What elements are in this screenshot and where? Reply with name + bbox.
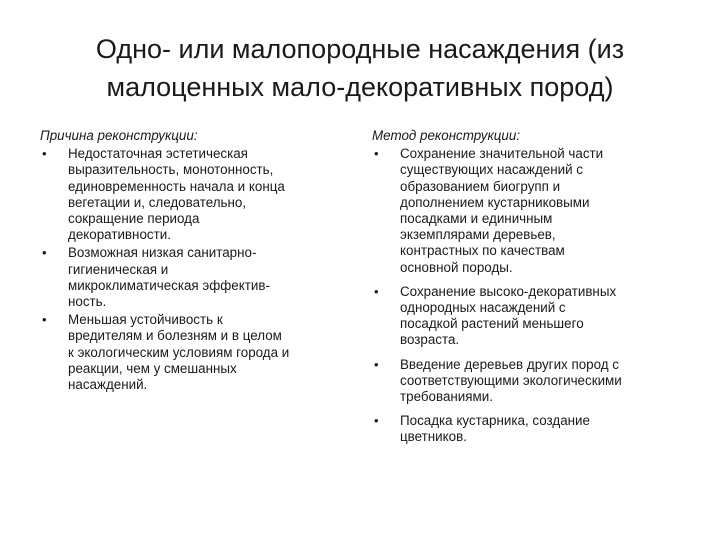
item-line: Меньшая устойчивость к: [68, 312, 223, 328]
list-item: [372, 284, 690, 349]
bullet-icon: •: [42, 312, 47, 328]
item-line: вегетации и, следовательно,: [68, 194, 247, 210]
reason-column: [40, 128, 358, 395]
item-line: гигиеническая и: [68, 261, 169, 277]
item-line: требованиями.: [400, 389, 493, 405]
item-line: микроклиматическая эффектив-: [68, 277, 270, 293]
item-line: Посадка кустарника, создание: [400, 413, 590, 429]
item-line: Введение деревьев других пород с: [400, 356, 619, 372]
reason-list: [40, 146, 358, 393]
item-line: посадкой растений меньшего: [400, 316, 584, 332]
item-line: однородных насаждений с: [400, 300, 566, 316]
list-item: [372, 146, 690, 276]
item-line: существующих насаждений с: [400, 162, 583, 178]
list-item: [372, 413, 690, 445]
item-line: реакции, чем у смешанных: [68, 360, 237, 376]
item-line: сокращение периода: [68, 211, 200, 227]
item-line: Возможная низкая санитарно-: [68, 245, 257, 261]
method-column: [372, 128, 690, 448]
reason-heading: Причина реконструкции:: [40, 128, 198, 143]
title-line: малоценных мало-декоративных пород): [106, 72, 614, 102]
item-line: к экологическим условиям города и: [68, 344, 290, 360]
item-line: единовременность начала и конца: [68, 178, 285, 194]
item-line: экземплярами деревьев,: [400, 227, 556, 243]
list-item: [40, 245, 358, 310]
item-line: Сохранение значительной части: [400, 146, 604, 162]
item-line: Недостаточная эстетическая: [68, 146, 248, 162]
item-line: ность.: [68, 294, 107, 310]
bullet-icon: •: [374, 146, 379, 162]
item-line: посадками и единичным: [400, 211, 553, 227]
item-line: соответствующими экологическими: [400, 372, 622, 388]
item-line: декоративности.: [68, 227, 171, 243]
item-line: насаждений.: [68, 377, 148, 393]
bullet-icon: •: [374, 413, 379, 429]
bullet-icon: •: [42, 146, 47, 162]
item-line: контрастных по качествам: [400, 243, 565, 259]
item-line: образованием биогрупп и: [400, 178, 561, 194]
bullet-icon: •: [42, 245, 47, 261]
item-line: выразительность, монотонность,: [68, 162, 274, 178]
item-line: Сохранение высоко-декоративных: [400, 283, 617, 299]
bullet-icon: •: [374, 283, 379, 299]
item-line: возраста.: [400, 332, 460, 348]
title-line: Одно- или малопородные насаждения (из: [95, 34, 625, 64]
item-line: дополнением кустарниковыми: [400, 194, 590, 210]
item-line: цветников.: [400, 429, 467, 445]
item-line: основной породы.: [400, 259, 513, 275]
method-heading: Метод реконструкции:: [372, 128, 521, 143]
bullet-icon: •: [374, 356, 379, 372]
list-item: [40, 312, 358, 393]
list-item: [372, 357, 690, 406]
list-item: [40, 146, 358, 243]
method-list: [372, 146, 690, 445]
item-line: вредителям и болезням и в целом: [68, 328, 282, 344]
slide-title: [40, 30, 680, 106]
